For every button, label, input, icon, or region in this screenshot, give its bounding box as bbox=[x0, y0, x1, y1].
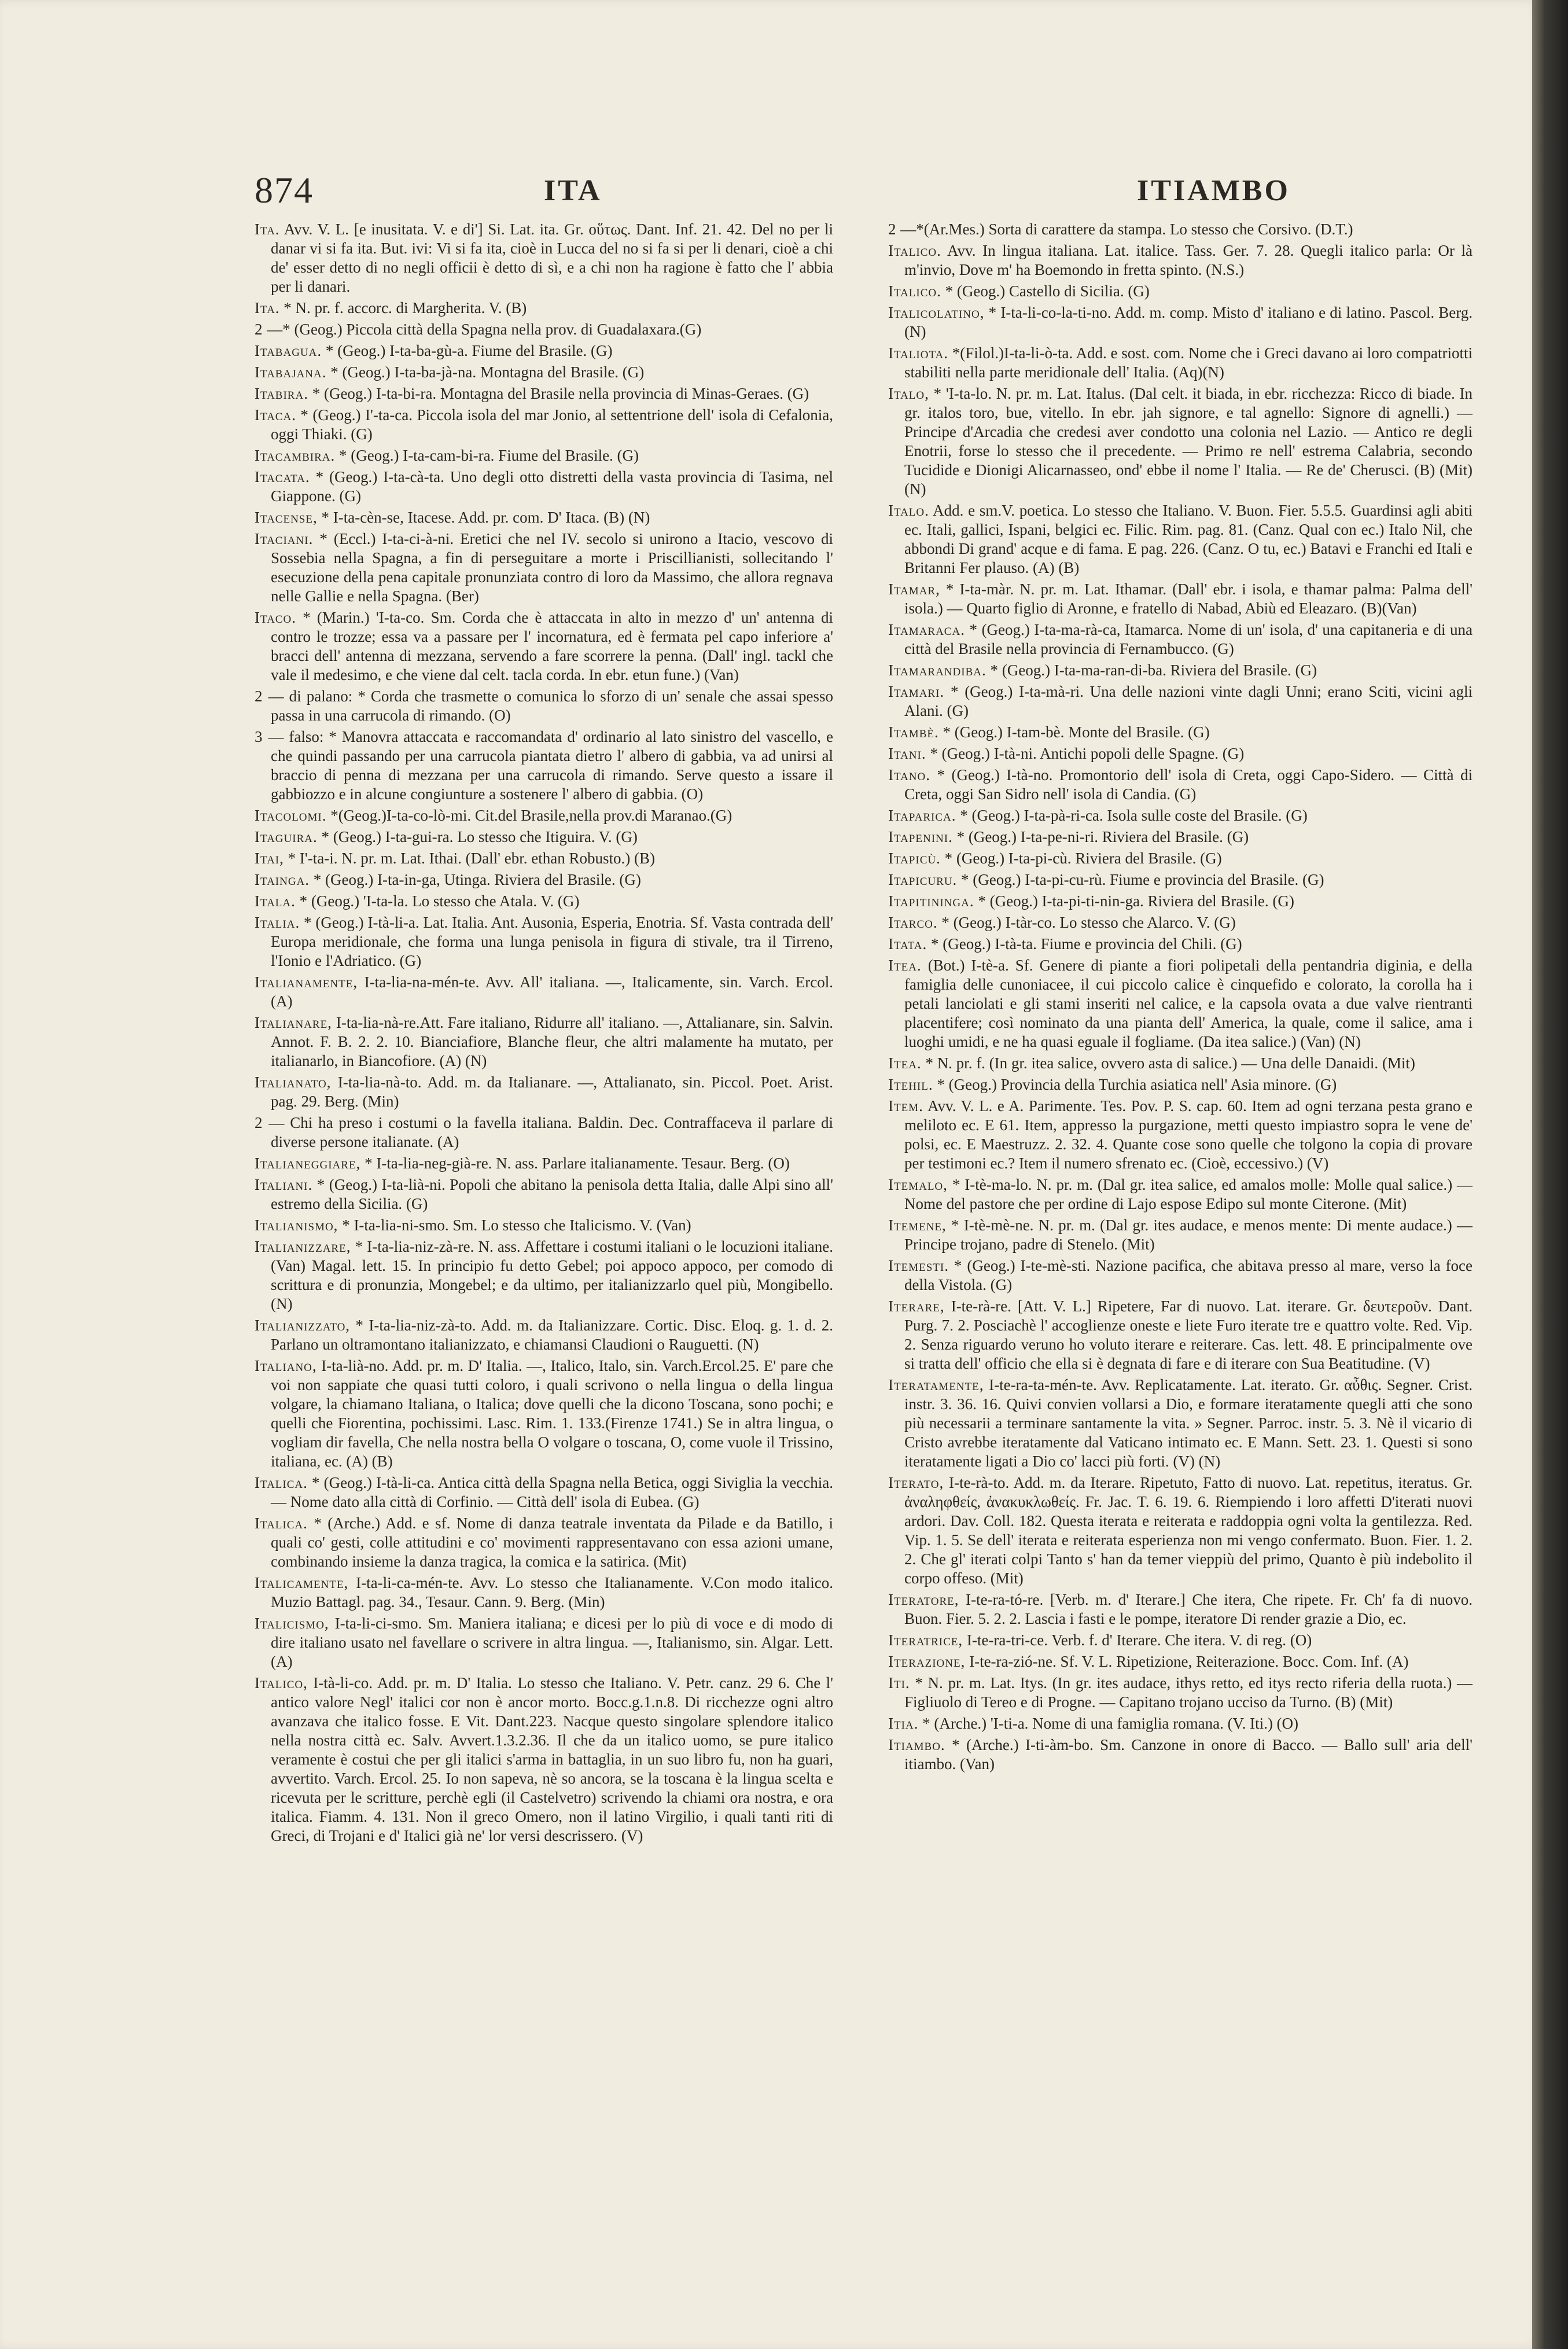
entry-definition: * I-ta-lia-niz-zà-to. Add. m. da Italianizzare. Cortic. Disc. Eloq. g. 1. d. 2. Parlano un oltramontano italianizzato, e chiamansi Claudioni o Rauguetti. (N) bbox=[271, 1317, 833, 1353]
entry-definition: * I-ta-lia-ni-smo. Sm. Lo stesso che Italicismo. V. (Van) bbox=[342, 1216, 691, 1234]
entry-definition: * (Marin.) 'I-ta-co. Sm. Corda che è attaccata in alto in mezzo d' un' antenna di contro le trozze; essa va a passare per l' incornatura, ed è fermata pel capo inferiore a' bracci dell' antenna di mezzana, servendo a fare scorrere la penna. (Dall' ingl. tackl che vale il medesimo, e che viene dal celt. tacla corda. In ebr. etun fune.) (Van) bbox=[271, 609, 833, 683]
entry-definition: * (Geog.) I-ta-ba-gù-a. Fiume del Brasile. (G) bbox=[325, 342, 613, 359]
entry-definition: I-te-ra-ta-mén-te. Avv. Replicatamente. Lat. iterato. Gr. αὖθις. Segner. Crist. instr. 3. 36. 16. Quivi convien vollarsi a Dio, e formare iteratamente quegli atti che sono più necessarii a terminare santamente la vita. » Segner. Parroc. instr. 5. 3. Nè il vicario di Cristo avrebbe iteratamente dal Vaticano intimato ec. E Mann. Sett. 23. 1. Questi si sono iteratamente ligati a Dio co' lacci più forti. (V) (N) bbox=[904, 1376, 1473, 1470]
entry-headword: Italico. bbox=[888, 242, 941, 259]
entry-definition: * (Geog.) I-ta-gui-ra. Lo stesso che Itiguira. V. (G) bbox=[321, 828, 638, 846]
left-column bbox=[255, 220, 833, 2286]
entry-headword: Itabajana. bbox=[255, 363, 327, 381]
entry-headword: 2 bbox=[888, 220, 897, 238]
dictionary-entry bbox=[888, 220, 1473, 239]
dictionary-entry bbox=[255, 446, 833, 465]
dictionary-entry bbox=[255, 1473, 833, 1512]
entry-headword: Ita. bbox=[255, 220, 280, 238]
dictionary-entry bbox=[255, 508, 833, 527]
dictionary-entry bbox=[255, 220, 833, 296]
dictionary-entry bbox=[255, 806, 833, 825]
dictionary-entry bbox=[255, 973, 833, 1011]
dictionary-entry bbox=[888, 806, 1473, 825]
entry-definition: I-te-ra-zió-ne. Sf. V. L. Ripetizione, Reiterazione. Bocc. Com. Inf. (A) bbox=[969, 1653, 1409, 1670]
entry-definition: * N. pr. f. (In gr. itea salice, ovvero asta di salice.) — Una delle Danaidi. (Mit) bbox=[925, 1054, 1415, 1072]
dictionary-entry bbox=[255, 468, 833, 506]
dictionary-entry bbox=[255, 299, 833, 318]
entry-definition: —*(Ar.Mes.) Sorta di carattere da stampa. Lo stesso che Corsivo. (D.T.) bbox=[900, 220, 1353, 238]
entry-definition: I-te-ra-tó-re. [Verb. m. d' Iterare.] Che itera, Che ripete. Fr. Ch' fa di nuovo. Buon. Fier. 5. 2. 2. Lascia i fasti e le pompe, iteratore Di render grazie a Dio, ec. bbox=[904, 1591, 1473, 1627]
dictionary-entry bbox=[888, 766, 1473, 804]
dictionary-entry bbox=[888, 1652, 1473, 1671]
entry-headword: Italiota. bbox=[888, 344, 949, 362]
entry-headword: Italicismo, bbox=[255, 1615, 329, 1632]
entry-headword: Iteratore, bbox=[888, 1591, 959, 1608]
dictionary-entry bbox=[255, 1514, 833, 1571]
running-head-left: ITA bbox=[544, 174, 602, 207]
entry-headword: Italica. bbox=[255, 1474, 308, 1491]
dictionary-entry bbox=[255, 913, 833, 971]
dictionary-entry bbox=[888, 744, 1473, 763]
entry-headword: Itamarandiba. bbox=[888, 661, 987, 679]
entry-headword: Itala. bbox=[255, 892, 296, 910]
entry-headword: Itapenini. bbox=[888, 828, 953, 846]
entry-definition: * N. pr. m. Lat. Itys. (In gr. ites audace, ithys retto, ed itys recto riferia della ruota.) — Figliuolo di Tereo e di Progne. — Capitano trojano ucciso da Turno. (B) (Mit) bbox=[904, 1674, 1473, 1711]
entry-headword: Itaca. bbox=[255, 406, 296, 424]
dictionary-entry bbox=[255, 608, 833, 685]
dictionary-entry bbox=[888, 282, 1473, 301]
entry-definition: * (Geog.) I-ta-bi-ra. Montagna del Brasile nella provincia di Minas-Geraes. (G) bbox=[312, 385, 809, 402]
entry-headword: Italico, bbox=[255, 1674, 308, 1692]
dictionary-entry bbox=[888, 723, 1473, 742]
entry-headword: Italianismo, bbox=[255, 1216, 338, 1234]
entry-headword: Italiano, bbox=[255, 1357, 317, 1374]
entry-headword: Itiambo. bbox=[888, 1736, 945, 1754]
entry-headword: Itapicù. bbox=[888, 850, 941, 867]
entry-definition: * (Geog.) Provincia della Turchia asiatica nell' Asia minore. (G) bbox=[937, 1076, 1337, 1093]
entry-headword: Italico. bbox=[888, 282, 941, 300]
entry-headword: Itani. bbox=[888, 745, 926, 762]
dictionary-entry bbox=[888, 828, 1473, 847]
entry-definition: * I-tè-ma-lo. N. pr. m. (Dal gr. itea salice, ed amalos molle: Molle qual salice.) — Nome del pastore che per ordine di Lajo espose Edipo sul monte Citerone. (Mit) bbox=[904, 1176, 1473, 1212]
entry-headword: Itano. bbox=[888, 766, 930, 784]
dictionary-entry bbox=[888, 1473, 1473, 1588]
entry-headword: Itacata. bbox=[255, 468, 310, 486]
dictionary-entry bbox=[888, 501, 1473, 578]
dictionary-entry bbox=[255, 406, 833, 444]
entry-definition: Avv. V. L. e A. Parimente. Tes. Pov. P. S. cap. 60. Item ad ogni terzana pesta grano e meliloto ec. E 61. Item, appresso la purgazione, metti questo impiastro sopra le vene de' polsi, ec. E Maestruzz. 2. 32. 4. Quante cose sono quelle che tolgono la copia di provare per testimoni ec.? Item il numero sfrenato ec. (Cioè, eccessivo.) (V) bbox=[904, 1097, 1473, 1172]
dictionary-entry bbox=[255, 363, 833, 382]
book-spine bbox=[1532, 0, 1568, 2349]
running-head-right: ITIAMBO bbox=[1137, 174, 1290, 207]
dictionary-entry bbox=[255, 1614, 833, 1671]
entry-definition: * (Geog.) I-tàr-co. Lo stesso che Alarco. V. (G) bbox=[941, 914, 1236, 931]
entry-headword: Iti. bbox=[888, 1674, 910, 1692]
entry-headword: Italianizzare, bbox=[255, 1238, 351, 1255]
dictionary-entry bbox=[888, 661, 1473, 680]
entry-definition: I-te-ra-tri-ce. Verb. f. d' Iterare. Che itera. V. di reg. (O) bbox=[966, 1631, 1312, 1649]
entry-definition: I-ta-li-ca-mén-te. Avv. Lo stesso che Italianamente. V.Con modo italico. Muzio Battagl. pag. 34., Tesaur. Cann. 9. Berg. (Min) bbox=[271, 1574, 833, 1611]
dictionary-entry bbox=[888, 956, 1473, 1052]
entry-headword: Italianare, bbox=[255, 1014, 332, 1031]
entry-headword: Itaparica. bbox=[888, 807, 956, 824]
entry-headword: Itemesti. bbox=[888, 1257, 949, 1274]
entry-definition: * (Geog.) I-tà-ta. Fiume e provincia del Chili. (G) bbox=[931, 935, 1242, 953]
dictionary-entry bbox=[888, 1590, 1473, 1629]
entry-headword: Itabira. bbox=[255, 385, 308, 402]
dictionary-entry bbox=[255, 727, 833, 804]
entry-headword: Italianamente, bbox=[255, 973, 358, 991]
entry-headword: Itabagua. bbox=[255, 342, 322, 359]
entry-headword: Itamar, bbox=[888, 580, 940, 598]
entry-definition: * I'-ta-i. N. pr. m. Lat. Ithai. (Dall' ebr. ethan Robusto.) (B) bbox=[288, 850, 655, 867]
dictionary-entry bbox=[888, 1216, 1473, 1254]
entry-headword: Iteratamente, bbox=[888, 1376, 984, 1394]
entry-headword: Itaco. bbox=[255, 609, 296, 626]
entry-headword: Itaguira. bbox=[255, 828, 318, 846]
entry-definition: I-ta-lia-nà-re.Att. Fare italiano, Ridurre all' italiano. —, Attalianare, sin. Salvin. Annot. F. B. 2. 2. 10. Bianciafiore, Blanche fleur, che altri malamente ha mutato, per italianarlo, in Biancofiore. (A) (N) bbox=[271, 1014, 833, 1069]
dictionary-entry bbox=[888, 1175, 1473, 1214]
entry-definition: I-tà-li-co. Add. pr. m. D' Italia. Lo stesso che Italiano. V. Petr. canz. 29 6. Che l' antico valore Negl' italici cor non è ancor morto. Bocc.g.1.n.8. Di ricchezze ogni altro avanzava che italico fosse. E Vit. Dant.223. Nacque questo singolare splendore italico nella nostra città ec. Salv. Avvert.1.3.2.36. Il che da un italico uomo, se pure italico veramente è costui che per gli italici s'arma in battaglia, in un suo libro fu, non ha guari, avvertito. Varch. Ercol. 25. Io non sapeva, nè so ancora, se la toscana è la lingua scelta e ricevuta per le scritture, perchè egli (il Castelvetro) scrivendo la chiami ora nostra, e ora italica. Fiamm. 4. 131. Non il greco Omero, non il latino Virgilio, i quali tanti riti di Greci, di Trojani e d' Italici già ne' lor versi descrissero. (V) bbox=[271, 1674, 833, 1844]
dictionary-entry bbox=[255, 1674, 833, 1846]
dictionary-entry bbox=[255, 320, 833, 339]
entry-headword: Itacambira. bbox=[255, 447, 336, 464]
entry-definition: * (Geog.) I-te-mè-sti. Nazione pacifica, che abitava presso al mare, verso la foce della Vistola. (G) bbox=[904, 1257, 1473, 1293]
dictionary-entry bbox=[888, 620, 1473, 659]
entry-definition: Avv. In lingua italiana. Lat. italice. Tass. Ger. 7. 28. Quegli italico parla: Or là m'invio, Dove m' ha Boemondo in fretta spinto. (N.S.) bbox=[904, 242, 1473, 278]
entry-headword: Itarco. bbox=[888, 914, 938, 931]
dictionary-entry bbox=[888, 1256, 1473, 1295]
entry-headword: Itemene, bbox=[888, 1216, 947, 1234]
dictionary-entry bbox=[888, 1297, 1473, 1373]
dictionary-entry bbox=[255, 341, 833, 361]
entry-definition: Avv. V. L. [e inusitata. V. e di'] Si. Lat. ita. Gr. οὕτως. Dant. Inf. 21. 42. Del no per li danar vi si fa ita. But. ivi: Vi si fa ita, cioè in Lucca del no si fa si per li denari, cioè a chi de' esser detto di no negli officii è detto di sì, e a chi non ha ragione è fatto che l' abbia per li danari. bbox=[271, 220, 833, 295]
entry-headword: Itai, bbox=[255, 850, 284, 867]
entry-definition: * 'I-ta-lo. N. pr. m. Lat. Italus. (Dal celt. it biada, in ebr. ricchezza: Ricco di biade. In gr. italos toro, bue, vitello. In ebr. jah signore, e tal agnello: Signore di agnelli.) — Principe d'Arcadia che credesi aver condotto una colonia nel Lazio. — Antico re degli Enotrii, forse lo stesso che il precedente. — Primo re nell' estrema Calabria, secondo Tucidide e Dionigi Alicarnasseo, ond' ebbe il nome l' Italia. — Re de' Cherusci. (B) (Mit) (N) bbox=[904, 385, 1473, 498]
entry-definition: * (Geog.) I-ta-pi-cù. Riviera del Brasile. (G) bbox=[944, 850, 1222, 867]
entry-definition: —* (Geog.) Piccola città della Spagna nella prov. di Guadalaxara.(G) bbox=[267, 321, 702, 338]
entry-definition: * (Geog.) I-ta-pà-ri-ca. Isola sulle coste del Brasile. (G) bbox=[960, 807, 1308, 824]
dictionary-entry bbox=[255, 1574, 833, 1612]
dictionary-entry bbox=[888, 892, 1473, 911]
entry-headword: Iteratrice, bbox=[888, 1631, 963, 1649]
entry-definition: * (Geog.) I-tà-li-a. Lat. Italia. Ant. Ausonia, Esperia, Enotria. Sf. Vasta contrada dell' Europa meridionale, che forma una lunga penisola in figura di stivale, tra il Tirreno, l'Ionio e l'Adriatico. (G) bbox=[271, 914, 833, 969]
dictionary-entry bbox=[888, 1376, 1473, 1471]
entry-headword: Italo. bbox=[888, 502, 929, 519]
entry-definition: — falso: * Manovra attaccata e raccomandata d' ordinario al lato sinistro del vascello, e che quindi passando per una carrucola piantata dietro l' albero di gabbia, va ad unirsi al braccio di penna di mezzana per una carrucola di rimando. Serve questo a issare il gabbiozzo e in alcune congiunture a sostenere l' albero di gabbia. (O) bbox=[268, 728, 833, 803]
entry-headword: Itia. bbox=[888, 1715, 919, 1732]
entry-headword: 2 bbox=[255, 688, 263, 705]
entry-definition: * (Geog.) I'-ta-ca. Piccola isola del mar Jonio, al settentrione dell' isola di Cefalonia, oggi Thiaki. (G) bbox=[271, 406, 833, 443]
entry-headword: Itacense, bbox=[255, 509, 318, 526]
dictionary-entry bbox=[888, 580, 1473, 618]
entry-definition: * (Geog.) I-tà-no. Promontorio dell' isola di Creta, oggi Capo-Sidero. — Città di Creta, oggi San Sidro nell' isola di Candia. (G) bbox=[904, 766, 1473, 803]
dictionary-entry bbox=[255, 530, 833, 606]
entry-definition: * (Geog.) I-ta-in-ga, Utinga. Riviera del Brasile. (G) bbox=[313, 871, 641, 888]
entry-definition: * I-ta-li-co-la-ti-no. Add. m. comp. Misto d' italiano e di latino. Pascol. Berg. (N) bbox=[904, 304, 1473, 340]
entry-definition: * (Geog.) I-ta-cà-ta. Uno degli otto distretti della vasta provincia di Tasima, nel Giappone. (G) bbox=[271, 468, 833, 505]
page-number: 874 bbox=[255, 170, 314, 211]
dictionary-entry bbox=[255, 687, 833, 725]
entry-definition: * I-tè-mè-ne. N. pr. m. (Dal gr. ites audace, e menos mente: Di mente audace.) — Principe trojano, padre di Stenelo. (Mit) bbox=[904, 1216, 1473, 1253]
entry-headword: 2 bbox=[255, 1114, 263, 1131]
entry-headword: Ita. bbox=[255, 299, 280, 317]
dictionary-entry bbox=[255, 1175, 833, 1214]
entry-definition: * I-ta-lia-neg-già-re. N. ass. Parlare italianamente. Tesaur. Berg. (O) bbox=[365, 1155, 790, 1172]
dictionary-entry bbox=[255, 1013, 833, 1071]
entry-headword: Italianizzato, bbox=[255, 1317, 351, 1334]
entry-definition: I-ta-lia-na-mén-te. Avv. All' italiana. —, Italicamente, sin. Varch. Ercol. (A) bbox=[271, 973, 833, 1010]
entry-headword: Italianato, bbox=[255, 1074, 332, 1091]
entry-headword: Italica. bbox=[255, 1514, 308, 1532]
entry-definition: I-ta-lia-nà-to. Add. m. da Italianare. —, Attalianato, sin. Piccol. Poet. Arist. pag. 29. Berg. (Min) bbox=[271, 1074, 833, 1110]
entry-definition: * (Geog.) I-ta-ba-jà-na. Montagna del Brasile. (G) bbox=[330, 363, 645, 381]
entry-definition: *(Filol.)I-ta-li-ò-ta. Add. e sost. com. Nome che i Greci davano ai loro compatriotti stabiliti nella parte meridionale dell' Italia. (Aq)(N) bbox=[904, 344, 1473, 381]
entry-headword: 2 bbox=[255, 321, 263, 338]
dictionary-entry bbox=[888, 913, 1473, 932]
entry-headword: Iterato, bbox=[888, 1474, 944, 1491]
dictionary-entry bbox=[888, 1736, 1473, 1774]
entry-headword: Italianeggiare, bbox=[255, 1155, 361, 1172]
entry-headword: Italicamente, bbox=[255, 1574, 349, 1591]
entry-definition: Add. e sm.V. poetica. Lo stesso che Italiano. V. Buon. Fier. 5.5.5. Guardinsi agli abiti ec. Itali, gallici, Ispani, belgici ec. Filic. Rim. pag. 81. (Canz. Qual con ec.) Italo Nil, che abbondi Di grand' acque e di fama. E pag. 226. (Canz. O tu, ec.) Batavi e Franchi ed Itali e Britanni Fer plauso. (A) (B) bbox=[904, 502, 1473, 576]
dictionary-entry bbox=[255, 849, 833, 868]
entry-definition: * (Geog.) I-ta-ma-rà-ca, Itamarca. Nome di un' isola, d' una capitaneria e di una città del Brasile nella provincia di Fernambucco. (G) bbox=[904, 621, 1473, 657]
entry-definition: * (Geog.) I-ta-pe-ni-ri. Riviera del Brasile. (G) bbox=[956, 828, 1249, 846]
dictionary-entry bbox=[888, 344, 1473, 382]
entry-headword: Itamari. bbox=[888, 683, 945, 700]
entry-headword: Itainga. bbox=[255, 871, 310, 888]
dictionary-entry bbox=[888, 682, 1473, 720]
entry-definition: * (Arche.) 'I-ti-a. Nome di una famiglia romana. (V. Iti.) (O) bbox=[922, 1715, 1299, 1732]
dictionary-entry bbox=[888, 935, 1473, 954]
entry-definition: * (Geog.) I-ta-ma-ran-di-ba. Riviera del Brasile. (G) bbox=[990, 661, 1317, 679]
entry-definition: * (Geog.) I-ta-mà-ri. Una delle nazioni vinte dagli Unni; erano Sciti, vicini agli Alani. (G) bbox=[904, 683, 1473, 719]
entry-headword: Italo, bbox=[888, 385, 929, 402]
dictionary-entry bbox=[255, 1357, 833, 1471]
entry-definition: * I-ta-cèn-se, Itacese. Add. pr. com. D' Itaca. (B) (N) bbox=[321, 509, 650, 526]
entry-definition: * (Geog.) I-ta-pi-cu-rù. Fiume e provincia del Brasile. (G) bbox=[960, 871, 1324, 888]
dictionary-entry bbox=[255, 828, 833, 847]
entry-definition: — Chi ha preso i costumi o la favella italiana. Baldin. Dec. Contraffaceva il parlare di diverse persone italianate. (A) bbox=[268, 1114, 833, 1150]
entry-definition: * (Geog.) I-tà-ni. Antichi popoli delle Spagne. (G) bbox=[930, 745, 1245, 762]
entry-definition: I-te-rà-re. [Att. V. L.] Ripetere, Far di nuovo. Lat. iterare. Gr. δευτεροῦν. Dant. Purg. 7. 2. Posciachè l' accoglienze oneste e liete Furo iterate tre e quattro volte. Red. Vip. 2. Senza riguardo veruno ho voluto iterare e reiterare. Cas. lett. 48. E principalmente ove si tratta dell' officio che ella si è degnata di fare e di iterare con Sua Beatitudine. (V) bbox=[904, 1297, 1473, 1372]
entry-headword: Itaciani. bbox=[255, 530, 314, 547]
dictionary-entry bbox=[255, 1216, 833, 1235]
entry-headword: Itea. bbox=[888, 1054, 922, 1072]
entry-definition: * (Arche.) Add. e sf. Nome di danza teatrale inventata da Pilade e da Batillo, i quali co' gesti, colle attitudini e co' movimenti rappresentavano con essa azioni umane, combinando insieme la danza tragica, la comica e la satirica. (Mit) bbox=[271, 1514, 833, 1570]
dictionary-entry bbox=[888, 384, 1473, 499]
entry-definition: * (Geog.) I-ta-cam-bi-ra. Fiume del Brasile. (G) bbox=[338, 447, 639, 464]
dictionary-entry bbox=[255, 870, 833, 889]
entry-definition: * (Eccl.) I-ta-ci-à-ni. Eretici che nel IV. secolo si unirono a Itacio, vescovo di Sossebia nella Spagna, a fin di perseguitare a morte i Priscillianisti, sollecitando l' esecuzione della pena capitale pronunziata contro di loro da Massimo, che allora regnava nelle Gallie e nella Spagna. (Ber) bbox=[271, 530, 833, 605]
dictionary-entry bbox=[255, 384, 833, 403]
dictionary-entry bbox=[888, 1075, 1473, 1094]
dictionary-entry bbox=[888, 303, 1473, 341]
dictionary-entry bbox=[888, 870, 1473, 889]
entry-definition: * (Geog.) Castello di Sicilia. (G) bbox=[945, 282, 1150, 300]
entry-headword: Itamaraca. bbox=[888, 621, 965, 638]
dictionary-entry bbox=[888, 1054, 1473, 1073]
entry-definition: * (Geog.) 'I-ta-la. Lo stesso che Atala. V. (G) bbox=[299, 892, 580, 910]
entry-headword: Itemalo, bbox=[888, 1176, 948, 1193]
dictionary-entry bbox=[888, 241, 1473, 280]
dictionary-entry bbox=[888, 1674, 1473, 1712]
dictionary-entry bbox=[255, 892, 833, 911]
entry-headword: Italiani. bbox=[255, 1176, 313, 1193]
entry-headword: Italicolatino, bbox=[888, 304, 985, 321]
entry-headword: Itea. bbox=[888, 957, 922, 974]
dictionary-entry bbox=[888, 1097, 1473, 1173]
entry-headword: 3 bbox=[255, 728, 263, 745]
entry-headword: Itapicuru. bbox=[888, 871, 958, 888]
dictionary-entry bbox=[255, 1237, 833, 1314]
dictionary-entry bbox=[255, 1154, 833, 1173]
dictionary-entry bbox=[888, 849, 1473, 868]
entry-definition: * N. pr. f. accorc. di Margherita. V. (B) bbox=[284, 299, 527, 317]
entry-definition: I-ta-li-ci-smo. Sm. Maniera italiana; e dicesi per lo più di voce e di modo di dire italiano usato nel favellare o scrivere in altra lingua. —, Italianismo, sin. Algar. Lett. (A) bbox=[271, 1615, 833, 1670]
entry-headword: Itapitininga. bbox=[888, 892, 974, 910]
entry-headword: Itambè. bbox=[888, 723, 939, 741]
entry-definition: * (Geog.) I-ta-lià-ni. Popoli che abitano la penisola detta Italia, dalle Alpi sino all' estremo della Sicilia. (G) bbox=[271, 1176, 833, 1212]
dictionary-entry bbox=[888, 1631, 1473, 1650]
entry-definition: * I-ta-màr. N. pr. m. Lat. Ithamar. (Dall' ebr. i isola, e thamar palma: Palma dell' isola.) — Quarto figlio di Aronne, e fratello di Nabad, Abiù ed Eleazaro. (B)(Van) bbox=[904, 580, 1473, 617]
entry-definition: — di palano: * Corda che trasmette o comunica lo sforzo di un' senale che assai spesso passa in una carrucola di rimando. (O) bbox=[268, 688, 833, 724]
entry-definition: I-te-rà-to. Add. m. da Iterare. Ripetuto, Fatto di nuovo. Lat. repetitus, iteratus. Gr. ἀναληφθείς, ἀνακυκλωθείς. Fr. Jac. T. 6. 19. 6. Riempiendo i loro affetti D'iterati nuovi ardori. Dav. Coll. 182. Questa iterata e reiterata e raddoppia ogni volta la gentilezza. Red. Vip. 1. 5. Se dell' iterata e reiterata esperienza non mi vengo confermato. Buon. Fier. 1. 2. 2. Che gl' iterati colpi Tanto s' han da temer vieppiù del primo, Quanto è più indebolito il corpo offeso. (Mit) bbox=[904, 1474, 1473, 1587]
entry-headword: Italia. bbox=[255, 914, 300, 931]
entry-definition: * I-ta-lia-niz-zà-re. N. ass. Affettare i costumi italiani o le locuzioni italiane. (Van) Magal. lett. 15. In principio fu detto Gebel; poi appoco appoco, per comodo di scrittura e di pronunzia, Mongebel; e da ultimo, per italianizzarlo quel più, Mongibello. (N) bbox=[271, 1238, 833, 1313]
right-column bbox=[888, 220, 1473, 2286]
entry-definition: * (Geog.) I-ta-pi-ti-nin-ga. Riviera del Brasile. (G) bbox=[978, 892, 1294, 910]
entry-definition: *(Geog.)I-ta-co-lò-mi. Cit.del Brasile,nella prov.di Maranao.(G) bbox=[330, 807, 733, 824]
entry-headword: Itehil. bbox=[888, 1076, 933, 1093]
entry-definition: * (Arche.) I-ti-àm-bo. Sm. Canzone in onore di Bacco. — Ballo sull' aria dell' itiambo. (Van) bbox=[904, 1736, 1473, 1773]
entry-headword: Iterazione, bbox=[888, 1653, 966, 1670]
entry-headword: Itacolomi. bbox=[255, 807, 327, 824]
entry-definition: (Bot.) I-tè-a. Sf. Genere di piante a fiori polipetali della pentandria diginia, e della famiglia delle cunoniacee, il cui piccolo calice è cinquefido e colorato, la corolla ha i petali lanciolati e gli stami inseriti nel calice, e la capsola ovata a due valve rientranti placentifere; così nominato da una pianta dell' America, la quale, come il salice, ama i luoghi umidi, e ne ha quasi eguale il fogliame. (Da itea salice.) (Van) (N) bbox=[904, 957, 1473, 1050]
dictionary-entry bbox=[255, 1073, 833, 1111]
entry-headword: Itata. bbox=[888, 935, 927, 953]
dictionary-entry bbox=[255, 1316, 833, 1354]
entry-definition: * (Geog.) I-tà-li-ca. Antica città della Spagna nella Betica, oggi Siviglia la vecchia. — Nome dato alla città di Corfinio. — Città dell' isola di Eubea. (G) bbox=[271, 1474, 833, 1510]
dictionary-entry bbox=[888, 1714, 1473, 1733]
entry-definition: * (Geog.) I-tam-bè. Monte del Brasile. (G) bbox=[943, 723, 1210, 741]
dictionary-entry bbox=[255, 1113, 833, 1152]
entry-headword: Iterare, bbox=[888, 1297, 945, 1315]
entry-headword: Item. bbox=[888, 1097, 923, 1115]
entry-definition: I-ta-lià-no. Add. pr. m. D' Italia. —, Italico, Italo, sin. Varch.Ercol.25. E' pare che voi non sappiate che quasi tutti coloro, i quali scrivono o nella lingua o della lingua volgare, la chiamano Italiana, o Italica; dove quelli che la dicono Toscana, sono pochi; e quelli che Fiorentina, pochissimi. Lasc. Rim. 1. 133.(Firenze 1741.) Se in altra lingua, o vogliam dir favella, Che nella nostra bella O volgare o toscana, O, come vuole il Trissino, italiana, ec. (A) (B) bbox=[271, 1357, 833, 1470]
